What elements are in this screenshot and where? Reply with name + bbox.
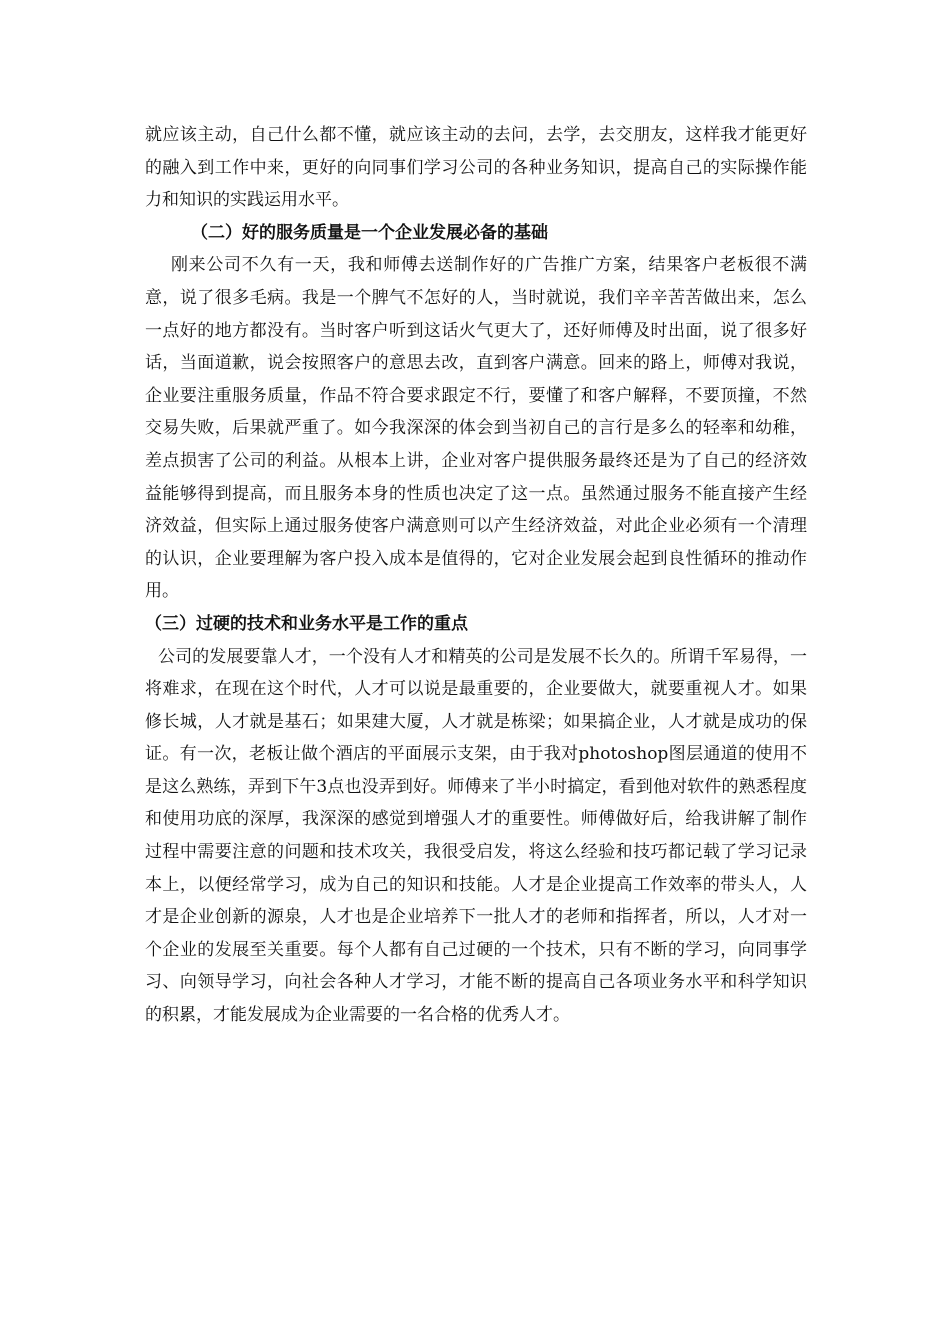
section-heading-technical-skills: （三）过硬的技术和业务水平是工作的重点 xyxy=(145,613,468,634)
document-body xyxy=(145,119,807,1032)
paragraph-continuation: 就应该主动，自己什么都不懂，就应该主动的去问，去学，去交朋友，这样我才能更好的融入到工作中来，更好的向同事们学习公司的各种业务知识，提高自己的实际操作能力和知识的实践运用水平。 xyxy=(145,125,807,211)
paragraph-service-quality: 刚来公司不久有一天，我和师傅去送制作好的广告推广方案，结果客户老板很不满意，说了很多毛病。我是一个脾气不怎好的人，当时就说，我们辛辛苦苦做出来，怎么一点好的地方都没有。当时客户听到这话火气更大了，还好师傅及时出面，说了很多好话，当面道歉，说会按照客户的意思去改，直到客户满意。回来的路上，师傅对我说，企业要注重服务质量，作品不符合要求跟定不行，要懂了和客户解释，不要顶撞，不然交易失败，后果就严重了。如今我深深的体会到当初自己的言行是多么的轻率和幼稚，差点损害了公司的利益。从根本上讲，企业对客户提供服务最终还是为了自己的经济效益能够得到提高，而且服务本身的性质也决定了这一点。虽然通过服务不能直接产生经济效益，但实际上通过服务使客户满意则可以产生经济效益，对此企业必须有一个清理的认识，企业要理解为客户投入成本是值得的，它对企业发展会起到良性循环的推动作用。 xyxy=(145,255,807,602)
paragraph-technical-skills: 公司的发展要靠人才，一个没有人才和精英的公司是发展不长久的。所谓千军易得，一将难求，在现在这个时代，人才可以说是最重要的，企业要做大，就要重视人才。如果修长城，人才就是基石；如果建大厦，人才就是栋梁；如果搞企业，人才就是成功的保证。有一次，老板让做个酒店的平面展示支架，由于我对photoshop图层通道的使用不是这么熟练，弄到下午3点也没弄到好。师傅来了半小时搞定，看到他对软件的熟悉程度和使用功底的深厚，我深深的感觉到增强人才的重要性。师傅做好后，给我讲解了制作过程中需要注意的问题和技术攻关，我很受启发，将这么经验和技巧都记载了学习记录本上，以便经常学习，成为自己的知识和技能。人才是企业提高工作效率的带头人，人才是企业创新的源泉，人才也是企业培养下一批人才的老师和指挥者，所以，人才对一个企业的发展至关重要。每个人都有自己过硬的一个技术，只有不断的学习，向同事学习、向领导学习，向社会各种人才学习，才能不断的提高自己各项业务水平和科学知识的积累，才能发展成为企业需要的一名合格的优秀人才。 xyxy=(145,646,807,1026)
section-heading-service-quality: （二）好的服务质量是一个企业发展必备的基础 xyxy=(191,222,548,243)
